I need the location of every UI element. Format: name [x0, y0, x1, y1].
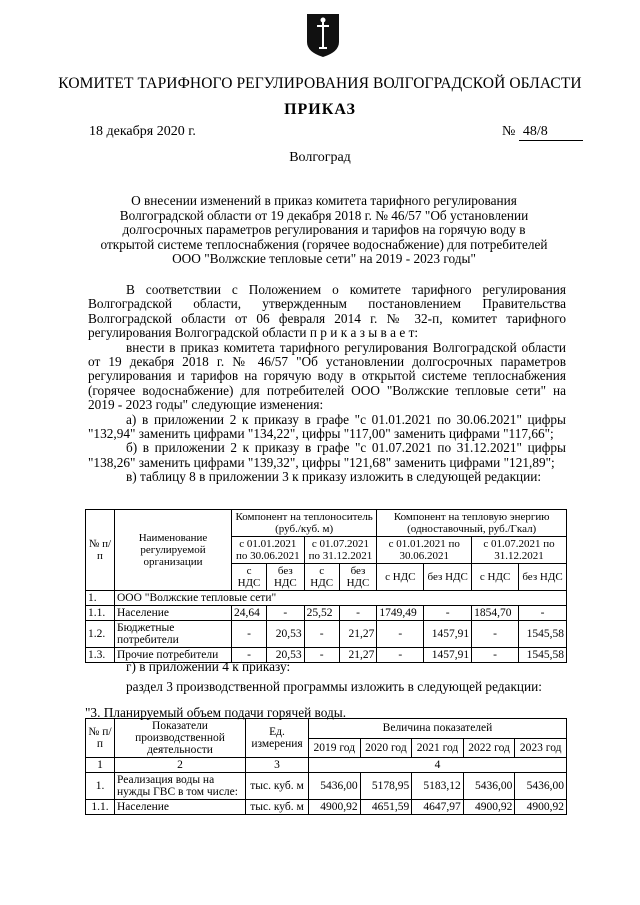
- number-value: 48/8: [519, 124, 583, 141]
- document-date: 18 декабря 2020 г.: [89, 124, 196, 139]
- order-body-continued: [88, 660, 566, 695]
- table-row: [86, 773, 567, 800]
- cell: 1.2.: [86, 621, 115, 648]
- th-no-vat: без НДС: [424, 564, 472, 591]
- th-with-vat: с НДС: [377, 564, 424, 591]
- cell: ООО "Волжские тепловые сети": [115, 591, 567, 606]
- th-no-vat: без НДС: [339, 564, 377, 591]
- paragraph-order: внести в приказ комитета тарифного регулирования Волгоградской области от 19 декабря 2018 г. № 46/57 "Об установлении долгосрочных параметров регулирования и тарифов на горячую воду в открытой системе теплоснабжения (горячее водоснабжение) для потребителей ООО "Волжские тепловые сети" на 2019 - 2023 годы" следующие изменения:: [88, 339, 566, 413]
- cell: 1.1.: [86, 606, 115, 621]
- hot-water-volume-table: [85, 718, 567, 815]
- cell: 21,27: [339, 621, 377, 648]
- document-title: О внесении изменений в приказ комитета тарифного регулирования Волгоградской области от 19 декабря 2018 г. № 46/57 "Об установлении долгосрочных параметров регулирования и тарифов на горячую воду в открытой системе теплоснабжения (горячее водоснабжение) для потребителей ООО "Волжские тепловые сети" на 2019 - 2023 годы": [100, 193, 548, 266]
- cell: -: [267, 606, 305, 621]
- cell: 21,27: [339, 648, 377, 663]
- th-num: № п/п: [86, 719, 115, 758]
- table-row: [86, 606, 567, 621]
- cell: 1.3.: [86, 648, 115, 663]
- cell: 25,52: [304, 606, 339, 621]
- cell: 1457,91: [424, 621, 472, 648]
- th-name: Наименование регулируемой организации: [115, 510, 232, 591]
- cell: тыс. куб. м: [246, 800, 309, 815]
- table-row: [86, 800, 567, 815]
- paragraph-a: а) в приложении 2 к приказу в графе "с 01.01.2021 по 30.06.2021" цифры "132,94" заменить цифрами "134,22", цифры "117,00" заменить цифрами "117,66";: [88, 411, 566, 442]
- th-no-vat: без НДС: [267, 564, 305, 591]
- tariff-table: [85, 509, 567, 663]
- th-with-vat: с НДС: [304, 564, 339, 591]
- table-row: [86, 591, 567, 606]
- th-period: с 01.01.2021 по 30.06.2021: [377, 537, 472, 564]
- cell: Прочие потребители: [115, 648, 232, 663]
- cell: 20,53: [267, 648, 305, 663]
- paragraph-c: в) таблицу 8 в приложении 3 к приказу изложить в следующей редакции:: [126, 469, 542, 485]
- cell: -: [304, 648, 339, 663]
- paragraph-basis: В соответствии с Положением о комитете тарифного регулирования Волгоградской области, утвержденным постановлением Правительства Волгоградской области от 06 февраля 2014 г. № 32-п, комитет тарифного регулирования Волгоградской области п р и к а з ы в а е т:: [88, 282, 566, 341]
- col-index: 3: [246, 758, 309, 773]
- cell: 5436,00: [515, 773, 567, 800]
- cell: -: [304, 621, 339, 648]
- table-row: [86, 621, 567, 648]
- number-label: №: [502, 124, 516, 139]
- cell: Население: [115, 606, 232, 621]
- th-no-vat: без НДС: [519, 564, 567, 591]
- cell: -: [339, 606, 377, 621]
- document-number: [502, 124, 583, 141]
- order-body: [88, 283, 566, 485]
- cell: 4900,92: [515, 800, 567, 815]
- cell: -: [472, 621, 519, 648]
- th-period: с 01.07.2021 по 31.12.2021: [304, 537, 377, 564]
- th-comp1: Компонент на теплоноситель (руб./куб. м): [232, 510, 377, 537]
- cell: 1457,91: [424, 648, 472, 663]
- th-comp2: Компонент на тепловую энергию (одноставочный, руб./Гкал): [377, 510, 567, 537]
- col-index: 4: [309, 758, 567, 773]
- cell: 24,64: [232, 606, 267, 621]
- cell: -: [232, 648, 267, 663]
- cell: 4651,59: [360, 800, 412, 815]
- document-type: ПРИКАЗ: [284, 101, 356, 118]
- cell: тыс. куб. м: [246, 773, 309, 800]
- col-index: 1: [86, 758, 115, 773]
- cell: 5178,95: [360, 773, 412, 800]
- cell: Население: [115, 800, 246, 815]
- paragraph-section3: раздел 3 производственной программы изложить в следующей редакции:: [126, 679, 542, 695]
- cell: 1.: [86, 591, 115, 606]
- cell: 20,53: [267, 621, 305, 648]
- section3-title: "3. Планируемый объем подачи горячей воды.: [85, 705, 347, 720]
- th-year: 2021 год: [412, 738, 464, 758]
- organization-name: КОМИТЕТ ТАРИФНОГО РЕГУЛИРОВАНИЯ ВОЛГОГРАДСКОЙ ОБЛАСТИ: [58, 75, 582, 92]
- cell: 1545,58: [519, 648, 567, 663]
- cell: 1.1.: [86, 800, 115, 815]
- coat-of-arms-icon: [305, 12, 341, 58]
- cell: 4647,97: [412, 800, 464, 815]
- cell: Бюджетные потребители: [115, 621, 232, 648]
- th-with-vat: с НДС: [232, 564, 267, 591]
- paragraph-b: б) в приложении 2 к приказу в графе "с 01.07.2021 по 31.12.2021" цифры "138,26" заменить цифрами "139,32", цифры "121,68" заменить цифрами "121,89";: [88, 440, 566, 470]
- cell: 5436,00: [309, 773, 361, 800]
- cell: Реализация воды на нужды ГВС в том числе:: [115, 773, 246, 800]
- cell: -: [232, 621, 267, 648]
- th-values: Величина показателей: [309, 719, 567, 739]
- cell: 5183,12: [412, 773, 464, 800]
- th-year: 2022 год: [463, 738, 515, 758]
- cell: 1854,70: [472, 606, 519, 621]
- cell: 1545,58: [519, 621, 567, 648]
- cell: -: [377, 648, 424, 663]
- cell: -: [424, 606, 472, 621]
- cell: 1749,49: [377, 606, 424, 621]
- th-period: с 01.07.2021 по 31.12.2021: [472, 537, 567, 564]
- th-unit: Ед. измерения: [246, 719, 309, 758]
- cell: 1.: [86, 773, 115, 800]
- col-index: 2: [115, 758, 246, 773]
- cell: -: [377, 621, 424, 648]
- th-with-vat: с НДС: [472, 564, 519, 591]
- cell: 5436,00: [463, 773, 515, 800]
- cell: -: [472, 648, 519, 663]
- city: Волгоград: [289, 150, 351, 165]
- cell: 4900,92: [463, 800, 515, 815]
- th-indicator: Показатели производственной деятельности: [115, 719, 246, 758]
- paragraph-d: г) в приложении 4 к приказу:: [126, 659, 291, 674]
- th-year: 2020 год: [360, 738, 412, 758]
- cell: 4900,92: [309, 800, 361, 815]
- th-year: 2019 год: [309, 738, 361, 758]
- th-period: с 01.01.2021 по 30.06.2021: [232, 537, 305, 564]
- th-num: № п/п: [86, 510, 115, 591]
- th-year: 2023 год: [515, 738, 567, 758]
- cell: -: [519, 606, 567, 621]
